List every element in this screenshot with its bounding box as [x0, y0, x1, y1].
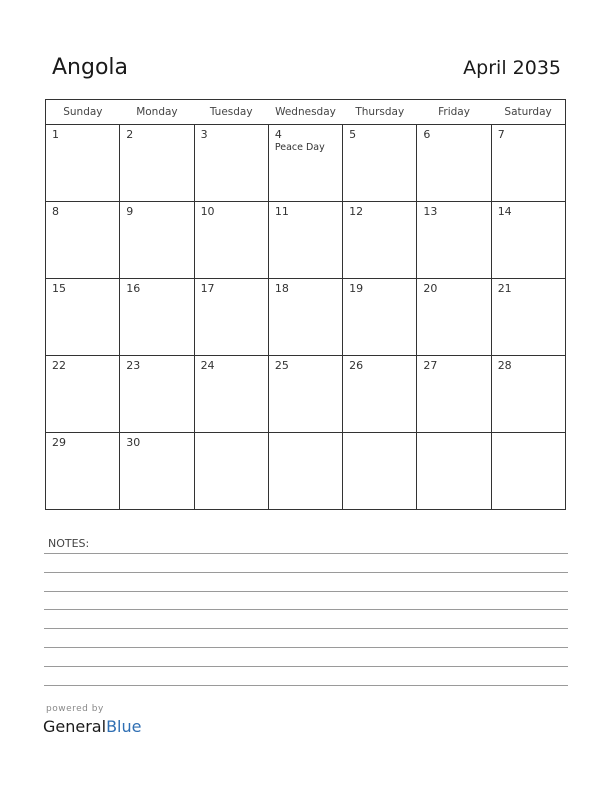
- note-line: [44, 591, 568, 592]
- day-number: 2: [126, 128, 134, 141]
- country-title: Angola: [52, 55, 129, 80]
- day-number: 22: [52, 359, 66, 372]
- day-cell: [343, 125, 417, 202]
- day-number: 8: [52, 205, 59, 218]
- logo-text-blue: Blue: [106, 717, 142, 736]
- day-number: 11: [274, 205, 289, 218]
- day-number: 17: [200, 282, 215, 295]
- day-cell: [491, 279, 565, 356]
- calendar-body: [46, 125, 566, 510]
- weekday-header: Saturday: [491, 100, 565, 125]
- week-row: [46, 356, 566, 433]
- note-line: [44, 685, 568, 686]
- month-year-title: April 2035: [463, 57, 561, 79]
- note-line: [44, 572, 568, 573]
- note-line: [44, 647, 568, 648]
- generalblue-logo: [43, 717, 141, 736]
- day-number: 13: [423, 205, 438, 218]
- day-number: 6: [423, 128, 431, 141]
- day-number: 19: [349, 282, 364, 295]
- day-cell: [343, 279, 417, 356]
- day-number: 25: [274, 359, 289, 372]
- week-row: [46, 202, 566, 279]
- week-row: [46, 279, 566, 356]
- day-number: 27: [423, 359, 438, 372]
- day-number: 23: [126, 359, 141, 372]
- day-number: 7: [497, 128, 505, 141]
- day-number: 18: [274, 282, 289, 295]
- day-cell: [268, 125, 342, 202]
- day-cell: [120, 433, 194, 510]
- day-number: 24: [200, 359, 215, 372]
- day-number: 3: [200, 128, 208, 141]
- day-cell: [194, 279, 268, 356]
- day-cell: [194, 356, 268, 433]
- day-number: 12: [349, 205, 364, 218]
- day-cell: [120, 202, 194, 279]
- notes-label: NOTES:: [48, 537, 90, 550]
- day-cell: [491, 356, 565, 433]
- day-cell: [491, 202, 565, 279]
- day-cell: [46, 356, 120, 433]
- day-cell: [417, 125, 491, 202]
- day-number: 10: [200, 205, 215, 218]
- day-cell: [46, 125, 120, 202]
- day-number: 16: [126, 282, 141, 295]
- day-cell: [343, 433, 417, 510]
- note-line: [44, 628, 568, 629]
- day-number: 30: [126, 436, 141, 449]
- day-number: 9: [126, 205, 134, 218]
- weekday-header: Tuesday: [194, 100, 268, 125]
- day-cell: [120, 125, 194, 202]
- day-number: 4: [274, 128, 282, 141]
- day-cell: [417, 433, 491, 510]
- note-line: [44, 609, 568, 610]
- weekday-header-row: [46, 100, 566, 125]
- day-number: 15: [52, 282, 66, 295]
- note-line: [44, 666, 568, 667]
- day-cell: [343, 202, 417, 279]
- day-cell: [268, 356, 342, 433]
- day-number: 5: [349, 128, 357, 141]
- day-number: 1: [52, 128, 59, 141]
- day-cell: [268, 279, 342, 356]
- day-number: 29: [52, 436, 66, 449]
- day-cell: [417, 356, 491, 433]
- holiday-label: Peace Day: [274, 142, 325, 153]
- day-cell: [120, 279, 194, 356]
- day-cell: [417, 202, 491, 279]
- week-row: [46, 433, 566, 510]
- logo-text-general: General: [43, 717, 107, 736]
- day-number: 14: [497, 205, 512, 218]
- day-cell: [120, 356, 194, 433]
- week-row: [46, 125, 566, 202]
- day-cell: [46, 202, 120, 279]
- day-cell: [491, 125, 565, 202]
- day-number: 26: [349, 359, 364, 372]
- day-number: 20: [423, 282, 438, 295]
- day-cell: [194, 433, 268, 510]
- day-cell: [194, 202, 268, 279]
- weekday-header: Friday: [417, 100, 491, 125]
- weekday-header: Monday: [120, 100, 194, 125]
- weekday-header: Wednesday: [268, 100, 342, 125]
- day-cell: [491, 433, 565, 510]
- day-number: 21: [497, 282, 512, 295]
- weekday-header: Thursday: [343, 100, 417, 125]
- day-cell: [268, 202, 342, 279]
- calendar-grid: [45, 99, 566, 510]
- day-cell: [268, 433, 342, 510]
- day-cell: [343, 356, 417, 433]
- day-cell: [46, 433, 120, 510]
- weekday-header: Sunday: [46, 100, 120, 125]
- note-line: [44, 553, 568, 554]
- day-number: 28: [497, 359, 512, 372]
- day-cell: [194, 125, 268, 202]
- powered-by-text: powered by: [46, 704, 104, 714]
- day-cell: [417, 279, 491, 356]
- day-cell: [46, 279, 120, 356]
